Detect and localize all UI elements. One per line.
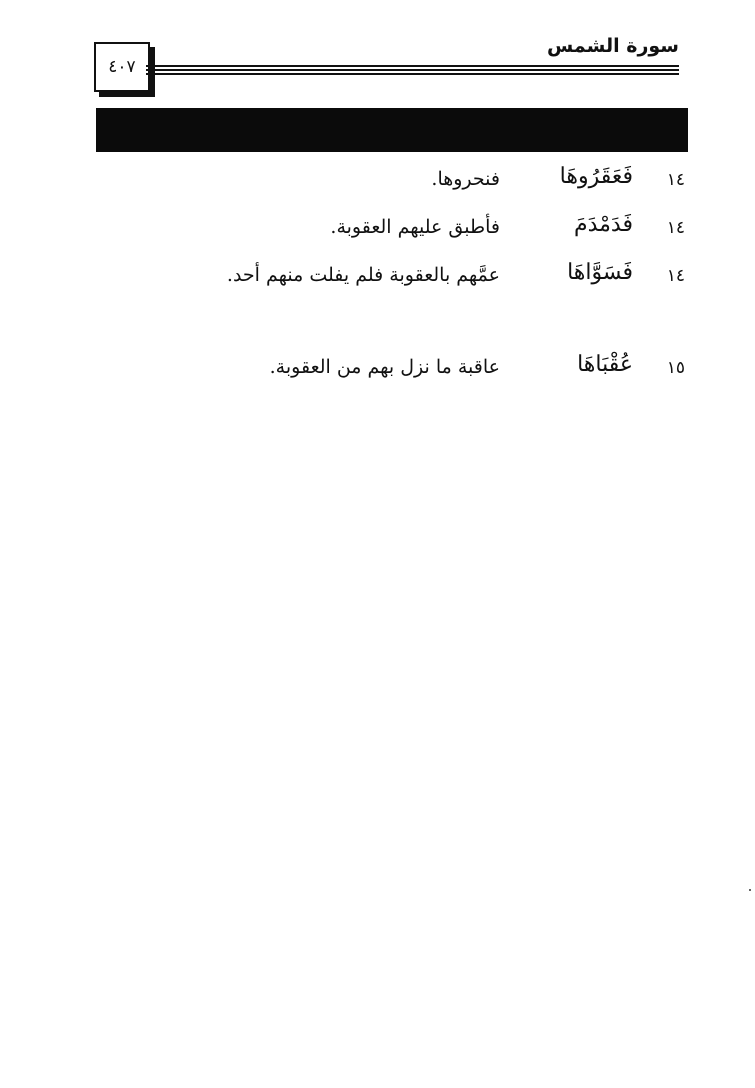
glossary-entries [96, 0, 685, 1088]
quran-word: فَدَمْدَمَ [573, 212, 633, 237]
quran-word: فَسَوَّاهَا [567, 260, 633, 285]
word-meaning: عاقبة ما نزل بهم من العقوبة. [269, 356, 500, 378]
verse-number: ١٤ [666, 170, 685, 190]
glossary-entry [96, 352, 685, 390]
surah-title: سورة الشمس [547, 35, 679, 57]
glossary-entry [96, 260, 685, 298]
scan-dot [749, 889, 751, 891]
verse-number: ١٤ [666, 218, 685, 238]
glossary-entry [96, 164, 685, 202]
glossary-entry [96, 212, 685, 250]
quran-word: عُقْبَاهَا [577, 352, 633, 377]
word-meaning: فنحروها. [431, 168, 500, 190]
verse-number: ١٥ [666, 358, 685, 378]
quran-word: فَعَقَرُوهَا [559, 164, 633, 189]
page-number: ٤٠٧ [108, 57, 136, 77]
word-meaning: فأطبق عليهم العقوبة. [330, 216, 500, 238]
verse-number: ١٤ [666, 266, 685, 286]
word-meaning: عمَّهم بالعقوبة فلم يفلت منهم أحد. [226, 264, 500, 286]
